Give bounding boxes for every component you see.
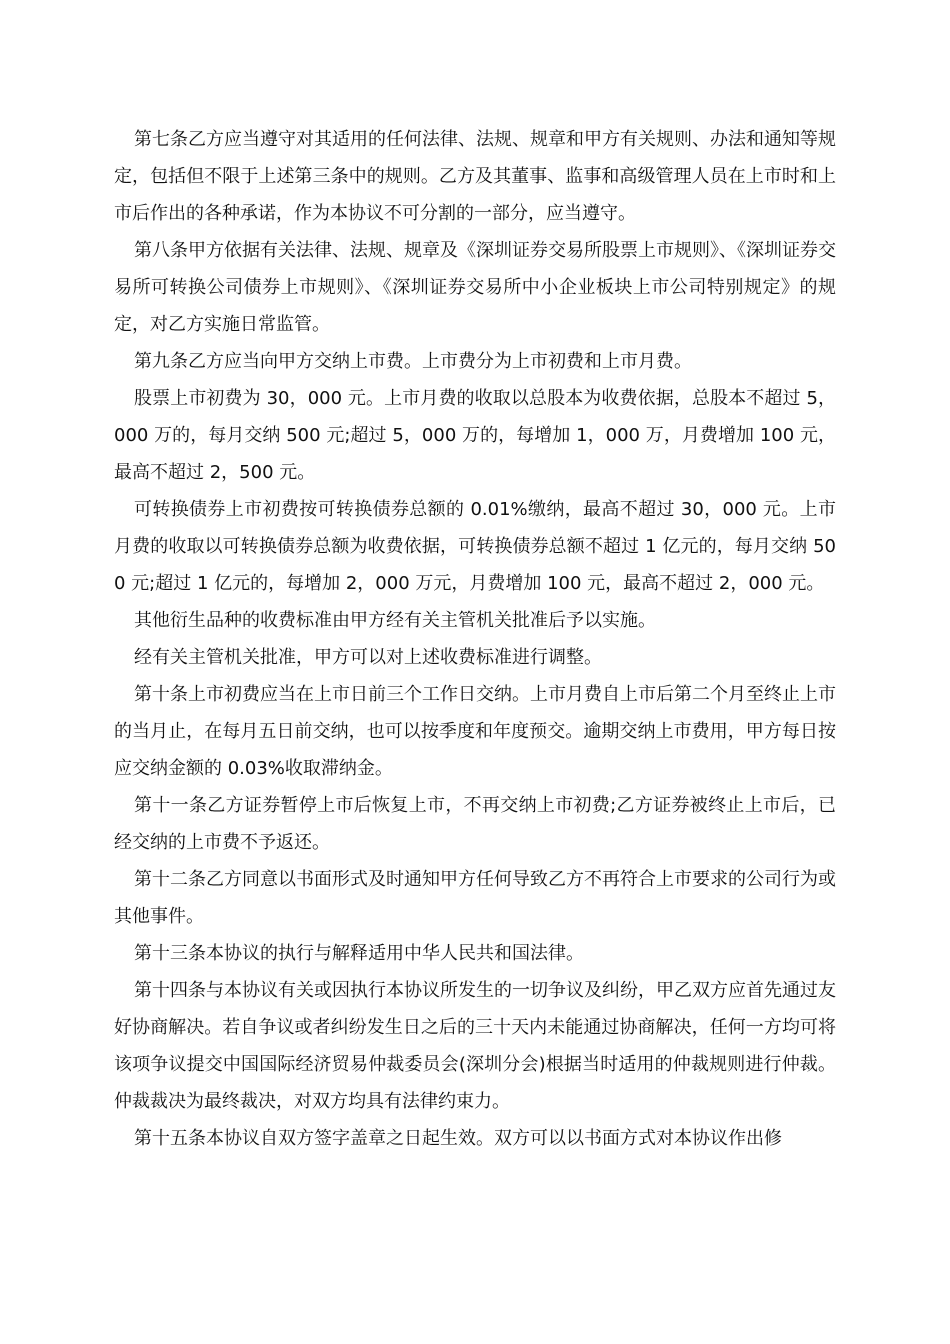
paragraph-derivative-fees: 其他衍生品种的收费标准由甲方经有关主管机关批准后予以实施。 (134, 610, 656, 631)
paragraph-stock-listing-fees: 股票上市初费为 30，000 元。上市月费的收取以总股本为收费依据，总股本不超过 5，000 万的，每月交纳 500 元;超过 5，000 万的，每增加 1，000 万，月费增加 100 元，最高不超过 2，500 元。 (114, 388, 836, 483)
paragraph-article-12: 第十二条乙方同意以书面形式及时通知甲方任何导致乙方不再符合上市要求的公司行为或其他事件。 (114, 869, 836, 927)
paragraph-article-8: 第八条甲方依据有关法律、法规、规章及《深圳证券交易所股票上市规则》、《深圳证券交易所可转换公司债券上市规则》、《深圳证券交易所中小企业板块上市公司特别规定》的规定，对乙方实施日常监管。 (114, 240, 836, 335)
paragraph-article-14: 第十四条与本协议有关或因执行本协议所发生的一切争议及纠纷，甲乙双方应首先通过友好协商解决。若自争议或者纠纷发生日之后的三十天内未能通过协商解决，任何一方均可将该项争议提交中国国际经济贸易仲裁委员会(深圳分会)根据当时适用的仲裁规则进行仲裁。仲裁裁决为最终裁决，对双方均具有法律约束力。 (114, 980, 836, 1112)
document-body (114, 121, 836, 1157)
paragraph-article-15: 第十五条本协议自双方签字盖章之日起生效。双方可以以书面方式对本协议作出修 (134, 1128, 782, 1149)
paragraph-article-9: 第九条乙方应当向甲方交纳上市费。上市费分为上市初费和上市月费。 (134, 351, 692, 372)
paragraph-article-10: 第十条上市初费应当在上市日前三个工作日交纳。上市月费自上市后第二个月至终止上市的当月止，在每月五日前交纳，也可以按季度和年度预交。逾期交纳上市费用，甲方每日按应交纳金额的 0.03%收取滞纳金。 (114, 684, 836, 779)
paragraph-article-11: 第十一条乙方证券暂停上市后恢复上市，不再交纳上市初费;乙方证券被终止上市后，已经交纳的上市费不予返还。 (114, 795, 836, 853)
paragraph-article-13: 第十三条本协议的执行与解释适用中华人民共和国法律。 (134, 943, 584, 964)
paragraph-article-7: 第七条乙方应当遵守对其适用的任何法律、法规、规章和甲方有关规则、办法和通知等规定，包括但不限于上述第三条中的规则。乙方及其董事、监事和高级管理人员在上市时和上市后作出的各种承诺，作为本协议不可分割的一部分，应当遵守。 (114, 129, 836, 224)
paragraph-bond-listing-fees: 可转换债券上市初费按可转换债券总额的 0.01%缴纳，最高不超过 30，000 元。上市月费的收取以可转换债券总额为收费依据，可转换债券总额不超过 1 亿元的，每月交纳 500 元;超过 1 亿元的，每增加 2，000 万元，月费增加 100 元，最高不超过 2，000 元。 (114, 499, 836, 594)
paragraph-fee-adjustment: 经有关主管机关批准，甲方可以对上述收费标准进行调整。 (134, 647, 602, 668)
